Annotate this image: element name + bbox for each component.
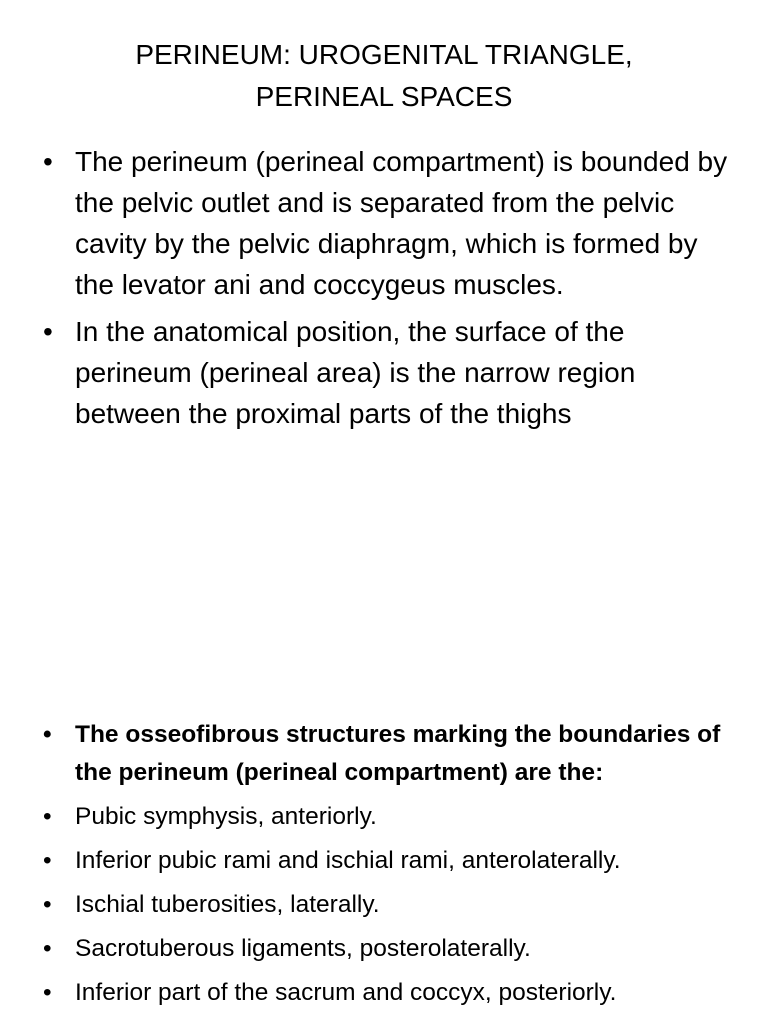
bullet-text: In the anatomical position, the surface of the perineum (perineal area) is the narrow region between the proximal parts of the thighs: [75, 316, 636, 429]
intro-bullet-list: [40, 141, 730, 440]
boundaries-bullet-list: [40, 716, 730, 1018]
bullet-item: [40, 886, 730, 924]
bullet-item: [40, 798, 730, 836]
bullet-dot-icon: •: [43, 979, 52, 1006]
bullet-text: Inferior part of the sacrum and coccyx, posteriorly.: [75, 979, 617, 1006]
slide-title-line-1: PERINEUM: UROGENITAL TRIANGLE,: [135, 39, 633, 70]
boundaries-heading-item: [40, 716, 730, 792]
boundaries-heading-text: The osseofibrous structures marking the boundaries of the perineum (perineal compartment) are the:: [75, 721, 721, 786]
bullet-text: Sacrotuberous ligaments, posterolaterally.: [75, 935, 531, 962]
bullet-item: [40, 311, 730, 434]
bullet-dot-icon: •: [43, 847, 52, 874]
bullet-item: [40, 974, 730, 1012]
bullet-text: The perineum (perineal compartment) is bounded by the pelvic outlet and is separated from the pelvic cavity by the pelvic diaphragm, which is formed by the levator ani and coccygeus muscles.: [75, 146, 728, 300]
bullet-dot-icon: •: [43, 146, 53, 177]
bullet-dot-icon: •: [43, 803, 52, 830]
bullet-dot-icon: •: [43, 935, 52, 962]
bullet-text: Ischial tuberosities, laterally.: [75, 891, 380, 918]
bullet-dot-icon: •: [43, 721, 52, 748]
bullet-item: [40, 842, 730, 880]
slide-title: [0, 34, 768, 118]
slide-title-line-2: PERINEAL SPACES: [255, 81, 513, 112]
bullet-text: Pubic symphysis, anteriorly.: [75, 803, 377, 830]
bullet-text: Inferior pubic rami and ischial rami, anterolaterally.: [75, 847, 621, 874]
bullet-dot-icon: •: [43, 891, 52, 918]
bullet-item: [40, 930, 730, 968]
bullet-item: [40, 141, 730, 305]
bullet-dot-icon: •: [43, 316, 53, 347]
